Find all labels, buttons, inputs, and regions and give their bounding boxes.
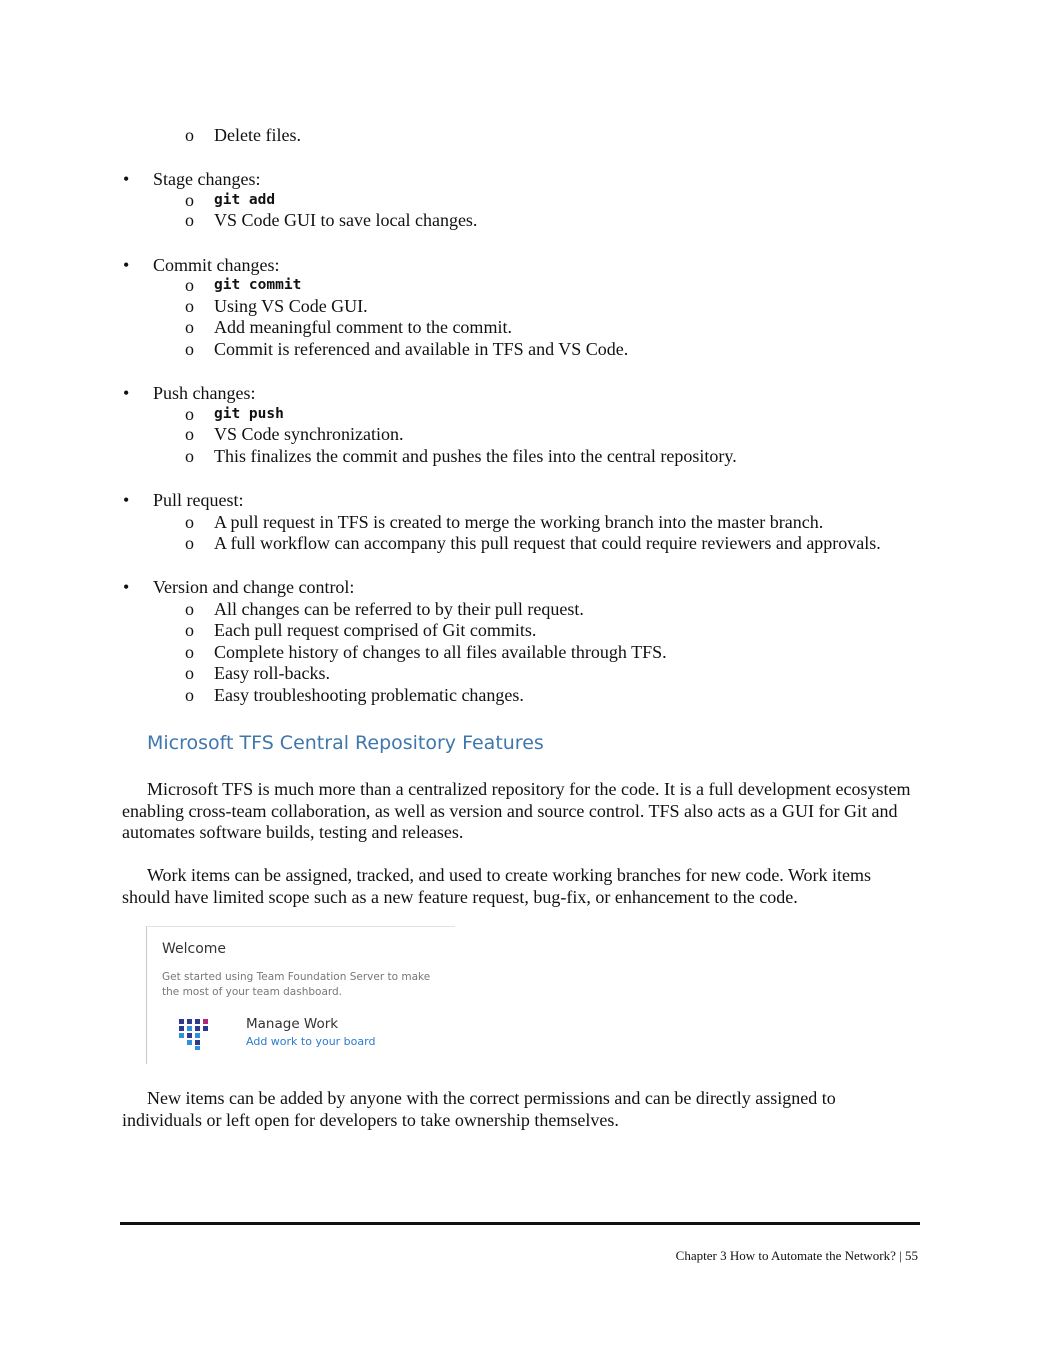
manage-work-label: Manage Work bbox=[246, 1016, 339, 1032]
section-label: Push changes: bbox=[153, 383, 256, 403]
sub-bullet: o bbox=[185, 210, 194, 230]
kanban-board-icon bbox=[177, 1019, 221, 1051]
page-footer: Chapter 3 How to Automate the Network? | 55 bbox=[675, 1248, 918, 1263]
paragraph bbox=[122, 1088, 912, 1131]
sub-item: Complete history of changes to all files available through TFS. bbox=[214, 642, 667, 662]
paragraph-text: Work items can be assigned, tracked, and used to create working branches for new code. Work items should have limited scope such as a new feature request, bug-fix, or enhancement to the code. bbox=[122, 865, 872, 907]
sub-bullet: o bbox=[185, 339, 194, 359]
sub-bullet: o bbox=[185, 446, 194, 466]
sub-bullet: o bbox=[185, 404, 194, 424]
sub-bullet: o bbox=[185, 512, 194, 532]
bullet: • bbox=[123, 169, 130, 189]
bullet: • bbox=[123, 383, 130, 403]
sub-item: All changes can be referred to by their pull request. bbox=[214, 599, 584, 619]
section-label: Version and change control: bbox=[153, 577, 355, 597]
sub-bullet: o bbox=[185, 275, 194, 295]
sub-bullet: o bbox=[185, 685, 194, 705]
section-label: Stage changes: bbox=[153, 169, 261, 189]
welcome-title: Welcome bbox=[162, 941, 227, 957]
section-label: Commit changes: bbox=[153, 255, 280, 275]
sub-item: Easy roll-backs. bbox=[214, 663, 330, 683]
code-command: git add bbox=[214, 192, 276, 208]
sub-item: Easy troubleshooting problematic changes. bbox=[214, 685, 524, 705]
sub-item: Using VS Code GUI. bbox=[214, 296, 368, 316]
sub-bullet: o bbox=[185, 190, 194, 210]
section-heading: Microsoft TFS Central Repository Features bbox=[147, 732, 544, 754]
sub-bullet: o bbox=[185, 620, 194, 640]
paragraph-text: Microsoft TFS is much more than a centralized repository for the code. It is a full development ecosystem enabling cross-team collaboration, as well as version and source control. TFS also acts as a GUI for Git and automates software builds, testing and releases. bbox=[122, 779, 911, 842]
sub-item: VS Code GUI to save local changes. bbox=[214, 210, 478, 230]
sub-bullet: o bbox=[185, 663, 194, 683]
paragraph bbox=[122, 779, 912, 844]
add-work-link: Add work to your board bbox=[246, 1035, 376, 1048]
sub-item: A pull request in TFS is created to merge the working branch into the master branch. bbox=[214, 512, 824, 532]
sub-bullet: o bbox=[185, 533, 194, 553]
sub-item: Each pull request comprised of Git commits. bbox=[214, 620, 537, 640]
sub-item: This finalizes the commit and pushes the files into the central repository. bbox=[214, 446, 737, 466]
sub-item: Delete files. bbox=[214, 125, 301, 145]
sub-bullet: o bbox=[185, 317, 194, 337]
section-label: Pull request: bbox=[153, 490, 244, 510]
code-command: git push bbox=[214, 406, 284, 422]
welcome-description: Get started using Team Foundation Server to make the most of your team dashboard. bbox=[162, 971, 431, 998]
bullet: • bbox=[123, 577, 130, 597]
sub-bullet: o bbox=[185, 599, 194, 619]
sub-item: Commit is referenced and available in TFS and VS Code. bbox=[214, 339, 629, 359]
code-command: git commit bbox=[214, 277, 302, 293]
paragraph-text: New items can be added by anyone with the correct permissions and can be directly assigned to individuals or left open for developers to take ownership themselves. bbox=[122, 1088, 836, 1130]
paragraph bbox=[122, 865, 912, 908]
bullet: • bbox=[123, 490, 130, 510]
sub-bullet: o bbox=[185, 642, 194, 662]
sub-item: VS Code synchronization. bbox=[214, 424, 404, 444]
sub-bullet: o bbox=[185, 125, 194, 145]
sub-bullet: o bbox=[185, 296, 194, 316]
sub-bullet: o bbox=[185, 424, 194, 444]
sub-item: Add meaningful comment to the commit. bbox=[214, 317, 512, 337]
tfs-welcome-screenshot bbox=[146, 926, 455, 1064]
sub-item: A full workflow can accompany this pull request that could require reviewers and approvals. bbox=[214, 533, 881, 553]
footer-rule bbox=[120, 1222, 920, 1225]
bullet: • bbox=[123, 255, 130, 275]
